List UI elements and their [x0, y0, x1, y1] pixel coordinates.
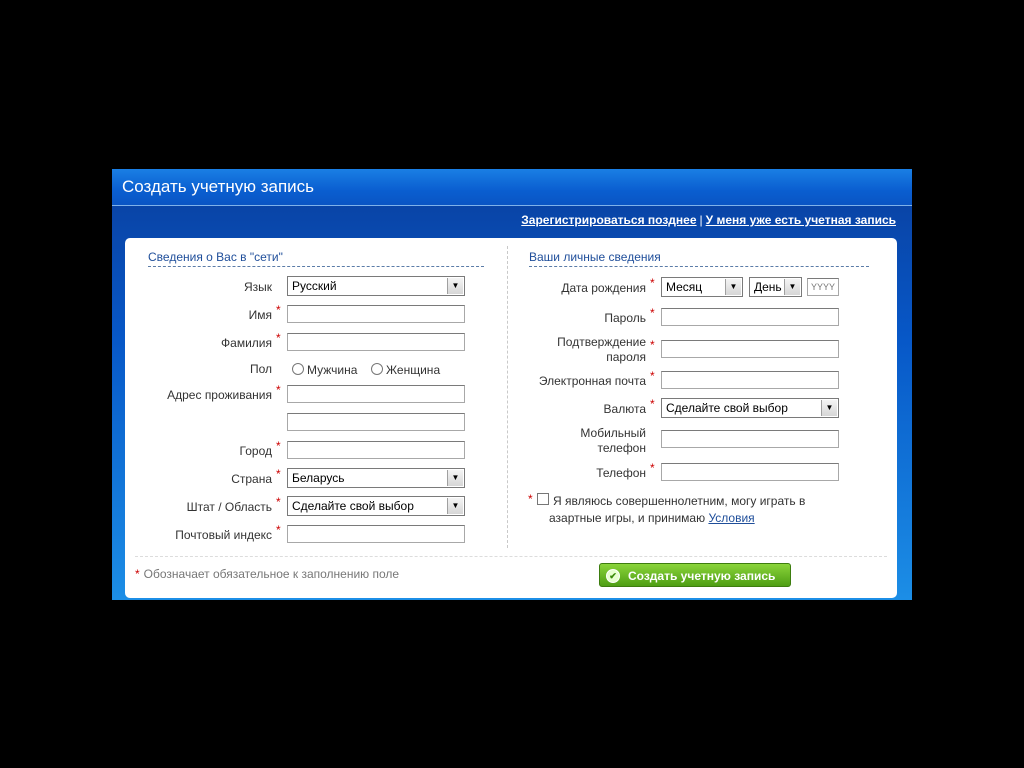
required-star: *	[650, 276, 655, 290]
zip-input[interactable]	[287, 525, 465, 543]
create-account-button-label: Создать учетную запись	[628, 569, 776, 583]
currency-label: Валюта	[603, 402, 646, 416]
zip-label: Почтовый индекс	[175, 528, 272, 542]
address-label: Адрес проживания	[167, 388, 272, 402]
gender-label: Пол	[249, 362, 272, 376]
password-input[interactable]	[661, 308, 839, 326]
required-footnote	[135, 567, 399, 581]
phone-input[interactable]	[661, 463, 839, 481]
phone-label: Телефон	[596, 466, 646, 480]
female-label: Женщина	[386, 363, 441, 377]
first-name-input[interactable]	[287, 305, 465, 323]
required-star: *	[276, 303, 281, 317]
terms-checkbox[interactable]	[537, 493, 549, 505]
terms-link[interactable]: Условия	[708, 511, 755, 525]
birth-day-select[interactable]	[749, 277, 802, 297]
female-radio[interactable]	[371, 363, 383, 375]
birth-month-select[interactable]	[661, 277, 743, 297]
required-star: *	[650, 306, 655, 320]
birth-day-value: День	[754, 280, 782, 294]
birth-year-input[interactable]	[807, 278, 839, 296]
create-account-dialog	[112, 169, 912, 600]
required-star: *	[276, 331, 281, 345]
required-note-text: Обозначает обязательное к заполнению поле	[143, 567, 400, 581]
city-input[interactable]	[287, 441, 465, 459]
last-name-label: Фамилия	[221, 336, 272, 350]
footer-divider	[135, 556, 887, 557]
last-name-input[interactable]	[287, 333, 465, 351]
top-links	[521, 213, 896, 227]
address-input-line1[interactable]	[287, 385, 465, 403]
required-star: *	[650, 338, 655, 352]
language-value: Русский	[292, 279, 337, 293]
column-divider	[507, 246, 508, 548]
confirm-password-label-line2: пароля	[606, 350, 646, 364]
currency-select[interactable]	[661, 398, 839, 418]
male-radio[interactable]	[292, 363, 304, 375]
language-select[interactable]	[287, 276, 465, 296]
required-star: *	[650, 369, 655, 383]
chevron-down-icon: ▼	[784, 279, 800, 295]
mobile-phone-input[interactable]	[661, 430, 839, 448]
email-input[interactable]	[661, 371, 839, 389]
city-label: Город	[239, 444, 272, 458]
email-label: Электронная почта	[538, 374, 646, 388]
personal-info-heading: Ваши личные сведения	[529, 250, 869, 267]
address-input-line2[interactable]	[287, 413, 465, 431]
chevron-down-icon: ▼	[447, 278, 463, 294]
chevron-down-icon: ▼	[821, 400, 837, 416]
state-select[interactable]	[287, 496, 465, 516]
required-star: *	[528, 492, 533, 506]
register-later-link[interactable]: Зарегистрироваться позднее	[521, 213, 697, 227]
check-icon: ✔	[606, 569, 620, 583]
chevron-down-icon: ▼	[725, 279, 741, 295]
dialog-title: Создать учетную запись	[122, 177, 315, 196]
required-star: *	[276, 467, 281, 481]
confirm-password-label	[515, 335, 646, 365]
required-star: *	[276, 523, 281, 537]
online-info-heading: Сведения о Вас в "сети"	[148, 250, 484, 267]
confirm-password-label-line1: Подтверждение	[557, 335, 646, 349]
mobile-label-line2: телефон	[597, 441, 646, 455]
dialog-titlebar	[112, 169, 912, 206]
currency-value: Сделайте свой выбор	[666, 401, 788, 415]
country-label: Страна	[231, 472, 272, 486]
terms-line1: Я являюсь совершеннолетним, могу играть в	[553, 494, 806, 508]
first-name-label: Имя	[248, 308, 272, 322]
country-select[interactable]	[287, 468, 465, 488]
have-account-link[interactable]: У меня уже есть учетная запись	[705, 213, 896, 227]
country-value: Беларусь	[292, 471, 345, 485]
required-star: *	[650, 461, 655, 475]
chevron-down-icon: ▼	[447, 498, 463, 514]
terms-text	[549, 493, 806, 527]
confirm-password-input[interactable]	[661, 340, 839, 358]
language-label: Язык	[243, 280, 272, 294]
create-account-button[interactable]	[599, 563, 791, 587]
state-label: Штат / Область	[186, 500, 272, 514]
terms-line2: азартные игры, и принимаю	[549, 511, 706, 525]
required-star: *	[276, 439, 281, 453]
birthdate-label: Дата рождения	[561, 281, 646, 295]
state-value: Сделайте свой выбор	[292, 499, 414, 513]
required-star: *	[276, 383, 281, 397]
birth-month-value: Месяц	[666, 280, 703, 294]
link-separator: |	[699, 213, 703, 227]
mobile-label-line1: Мобильный	[580, 426, 646, 440]
required-star: *	[650, 397, 655, 411]
form-panel	[125, 238, 897, 598]
male-label: Мужчина	[307, 363, 358, 377]
required-star: *	[276, 495, 281, 509]
chevron-down-icon: ▼	[447, 470, 463, 486]
mobile-label	[515, 426, 646, 456]
password-label: Пароль	[604, 311, 646, 325]
required-star: *	[135, 567, 140, 581]
